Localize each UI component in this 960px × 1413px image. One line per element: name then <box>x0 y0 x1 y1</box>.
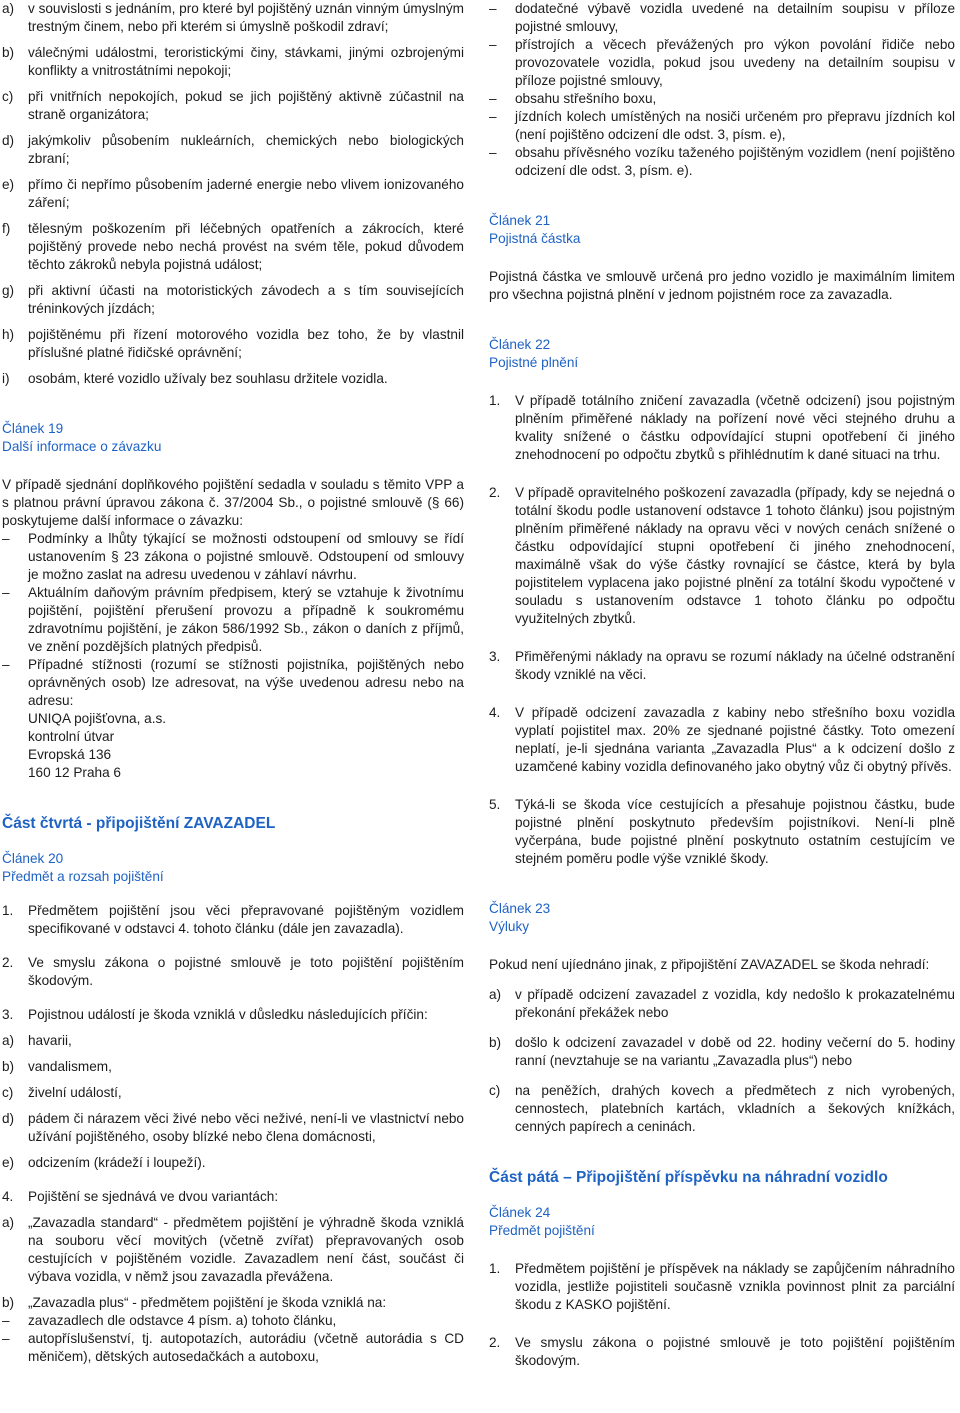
list-item: 5. Týká-li se škoda více cestujících a přesahuje pojistnou částku, bude pojistné plnění poskytnuto především pojistníkovi. Není-li plně vyčerpána, bude pojistné plnění poskytnuto ostatním cestujícím ve stejném poměru podle výše vzniklé škody. <box>489 797 955 866</box>
article-number: Článek 24 <box>489 1205 551 1220</box>
article-21-heading <box>489 212 955 248</box>
list-item: b) došlo k odcizení zavazadel v době od 22. hodiny večerní do 5. hodiny ranní (nevztahuje se na variantu „Zavazadla plus“) nebo <box>489 1035 955 1068</box>
list-item: c) na peněžích, drahých kovech a předmětech z nich vyrobených, cennostech, platebních kartách, vkladních a šekových knížkách, cenných papírech a ceninách. <box>489 1083 955 1134</box>
list-item: 1. Předmětem pojištění je příspěvek na náklady se zapůjčením náhradního vozidla, jestliže pojistiteli současně vznikla povinnost plnit za parciální škodu z KASKO pojištění. <box>489 1261 955 1312</box>
part-five-heading: Část pátá – Připojištění příspěvku na náhradní vozidlo <box>489 1169 888 1186</box>
list-item: d) pádem či nárazem věci živé nebo věci neživé, není-li ve vlastnictví nebo užívání pojištěného, osoby blízké nebo člena domácnosti, <box>2 1111 464 1144</box>
list-item: – Aktuálním daňovým právním předpisem, který se vztahuje k životnímu pojištění, pojištění přerušení provozu a případně k soukromému zdravotnímu pojištění, je zákon 586/1992 Sb., zákon o daních z příjmů, ve znění pozdějších platných předpisů. <box>2 585 464 654</box>
list-item: b) vandalismem, <box>2 1059 112 1074</box>
list-item: c) při vnitřních nepokojích, pokud se jich pojištěný aktivně zúčastnil na straně organizátora; <box>2 89 464 122</box>
article-23-intro: Pokud není ujíednáno jinak, z připojištění ZAVAZADEL se škoda nehradí: <box>489 957 930 972</box>
list-item: – přístrojích a věcech převážených pro výkon povolání řidiče nebo provozovatele vozidla, pokud jsou uvedeny na detailním soupisu v příloze pojistné smlouvy, <box>489 37 955 88</box>
article-19-heading <box>2 420 464 456</box>
list-item: – obsahu přívěsného vozíku taženého pojištěným vozidlem (není pojištěno odcizení dle odst. 3, písm. e). <box>489 145 955 178</box>
list-item: a) v souvislosti s jednáním, pro které byl pojištěný uznán vinným úmyslným trestným činem, nebo při kterém si úmyslně poškodil zdraví; <box>2 1 464 34</box>
list-item: 2. V případě opravitelného poškození zavazadla (případy, kdy se nejedná o totální škodu podle ustanovení odstavce 1 tohoto článku) jsou pojistným plněním přiměřené náklady na opravu věci v nových cenách snížené o částku odpovídající stupni opotřebení či jiného znehodnocení, maximálně však do výše částky rovnající se částce, která by byla pojistitelem vyplacena jako pojistné plnění za totální škodu vypočtené v souladu s ustanovením odstavce 1 tohoto článku po odpočtu využitelných zbytků. <box>489 485 955 626</box>
list-item: c) živelní událostí, <box>2 1085 122 1100</box>
article-24-heading <box>489 1204 955 1240</box>
part-four-heading: Část čtvrtá - připojištění ZAVAZADEL <box>2 815 276 832</box>
list-item: e) odcizením (krádeží i loupeží). <box>2 1155 206 1170</box>
article-19-intro: V případě sjednání doplňkového pojištění sedadla v souladu s těmito VPP a s platnou právní úpravou zákona č. 37/2004 Sb., o pojistné smlouvě (§ 66) poskytujeme další informace o závazku: <box>2 477 464 528</box>
list-item: 4. V případě odcizení zavazadla z kabiny nebo střešního boxu vozidla vyplatí pojistitel max. 20% ze sjednané pojistné částky. Toto omezení neplatí, je-li sjednána varianta „Zavazadla Plus“ a k odcizení došlo z uzamčené kabiny vozidla definovaného jako obytný vůz či obytný přívěs. <box>489 705 955 774</box>
list-item: a) „Zavazadla standard“ - předmětem pojištění je výhradně škoda vzniklá na souboru věcí movitých (včetně zvířat) přepravovaných osob cestujících v pojištěném vozidle. Zavazadlem není část, součást či výbava vozidla, v němž jsou zavazadla převážena. <box>2 1215 464 1284</box>
article-number: Článek 21 <box>489 213 551 228</box>
left-column <box>2 0 464 1366</box>
list-item: 3. Pojistnou událostí je škoda vzniklá v důsledku následujících příčin: <box>2 1007 428 1022</box>
list-item: f) tělesným poškozením při léčebných opatřeních a zákrocích, které pojištěný provede nebo nechá provést na svém těle, pokud důvodem těchto zákroků nebyla pojistná událost; <box>2 221 464 272</box>
article-title: Předmět a rozsah pojištění <box>2 869 164 884</box>
list-item: a) v případě odcizení zavazadel z vozidla, kdy nedošlo k prokazatelnému překonání překážek nebo <box>489 987 955 1020</box>
list-item: g) při aktivní účasti na motoristických závodech a s tím souvisejících tréninkových jízdách; <box>2 283 464 316</box>
list-item: a) havarii, <box>2 1033 72 1048</box>
list-item: b) „Zavazadla plus“ - předmětem pojištění je škoda vzniklá na: <box>2 1295 387 1310</box>
article-number: Článek 23 <box>489 901 551 916</box>
list-item: 2. Ve smyslu zákona o pojistné smlouvě je toto pojištění pojištěním škodovým. <box>2 955 464 988</box>
list-item: 2. Ve smyslu zákona o pojistné smlouvě je toto pojištění pojištěním škodovým. <box>489 1335 955 1368</box>
list-item: b) válečnými událostmi, teroristickými činy, stávkami, jinými ozbrojenými konflikty a vnitrostátními nepokoji; <box>2 45 464 78</box>
list-item: – jízdních kolech umístěných na nosiči určeném pro přepravu jízdních kol (není pojištěno odcizení dle odst. 3, písm. e), <box>489 109 955 142</box>
list-item: – Podmínky a lhůty týkající se možnosti odstoupení od smlouvy se řídí ustanovením § 23 zákona o pojistné smlouvě. Odstoupení od smlouvy je možno zaslat na adresu uvedenou v záhlaví návrhu. <box>2 531 464 582</box>
list-item: d) jakýmkoliv působením nukleárních, chemických nebo biologických zbraní; <box>2 133 464 166</box>
list-item: – autopříslušenství, tj. autopotazích, autorádiu (včetně autorádia s CD měničem), dětských autosedačkách a autoboxu, <box>2 1331 464 1364</box>
article-title: Pojistné plnění <box>489 355 579 370</box>
article-23-heading <box>489 900 955 936</box>
right-column <box>489 0 955 1370</box>
list-item: e) přímo či nepřímo působením jaderné energie nebo vlivem ionizovaného záření; <box>2 177 464 210</box>
list-item: – dodatečné výbavě vozidla uvedené na detailním soupisu v příloze pojistné smlouvy, <box>489 1 955 34</box>
article-title: Další informace o závazku <box>2 439 162 454</box>
article-number: Článek 22 <box>489 337 551 352</box>
article-title: Výluky <box>489 919 530 934</box>
list-item: i) osobám, které vozidlo užívaly bez souhlasu držitele vozidla. <box>2 371 388 386</box>
article-number: Článek 19 <box>2 421 64 436</box>
list-item: 4. Pojištění se sjednává ve dvou variantách: <box>2 1189 279 1204</box>
list-item: 1. V případě totálního zničení zavazadla (včetně odcizení) jsou pojistným plněním přiměřené náklady na pořízení nové věci stejného druhu a kvality snížené o částku odpovídající stupni opotřebení či jiného znehodnocení po odpočtu zbytků s přihlédnutím k dané situaci na trhu. <box>489 393 955 462</box>
article-20-heading <box>2 850 464 886</box>
article-number: Článek 20 <box>2 851 64 866</box>
list-item: – Případné stížnosti (rozumí se stížnosti pojistníka, pojištěných nebo oprávněných osob) lze adresovat, na výše uvedenou adresu nebo na adresu: <box>2 657 464 708</box>
article-title: Předmět pojištění <box>489 1223 595 1238</box>
article-21-text: Pojistná částka ve smlouvě určená pro jedno vozidlo je maximálním limitem pro všechna pojistná plnění v jednom pojistném roce za zavazadla. <box>489 269 955 302</box>
list-item: – zavazadlech dle odstavce 4 písm. a) tohoto článku, <box>2 1313 337 1328</box>
list-item: h) pojištěnému při řízení motorového vozidla bez toho, že by vlastnil příslušné platné řidičské oprávnění; <box>2 327 464 360</box>
list-item: – obsahu střešního boxu, <box>489 91 657 106</box>
list-item: 1. Předmětem pojištění jsou věci přepravované pojištěným vozidlem specifikované v odstavci 4. tohoto článku (dále jen zavazadla). <box>2 903 464 936</box>
list-item: 3. Přiměřenými náklady na opravu se rozumí náklady na účelné odstranění škody vzniklé na věci. <box>489 649 955 682</box>
article-22-heading <box>489 336 955 372</box>
article-title: Pojistná částka <box>489 231 581 246</box>
exclusions-list <box>2 0 464 388</box>
complaint-address: UNIQA pojišťovna, a.s. kontrolní útvar Evropská 136 160 12 Praha 6 <box>28 711 167 780</box>
